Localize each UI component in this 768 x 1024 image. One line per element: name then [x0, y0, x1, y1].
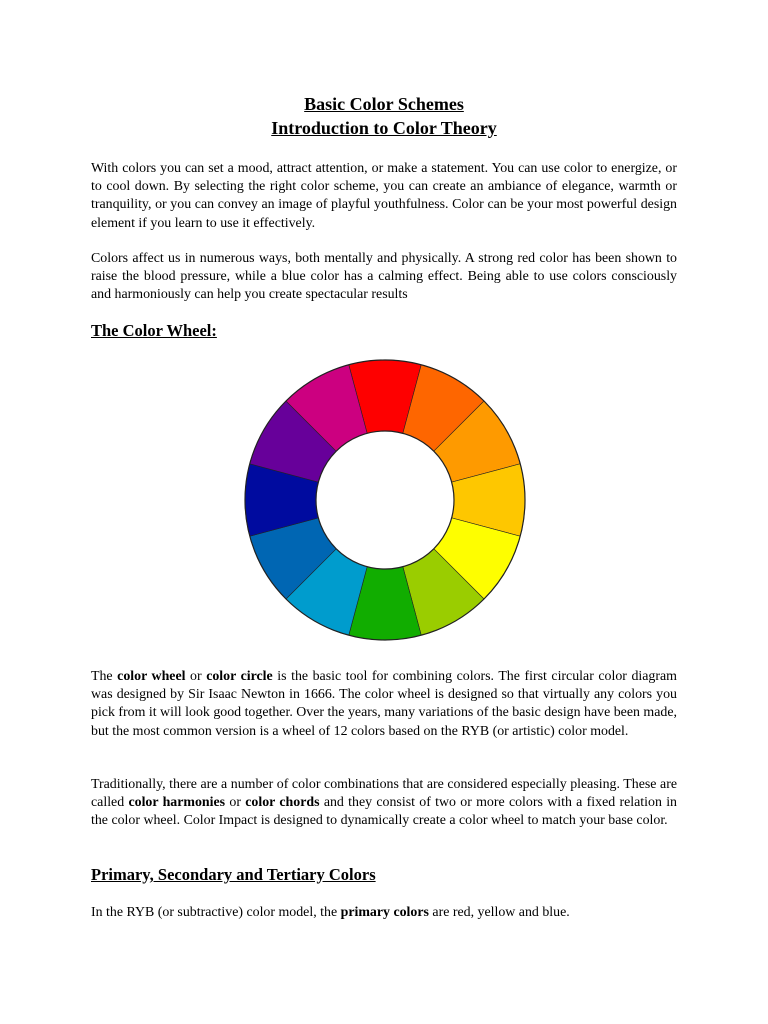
p3-text-1: The [91, 669, 118, 684]
p4-bold-color-chords: color chords [245, 795, 320, 811]
p3-text-2: or [185, 669, 207, 684]
color-wheel-center-hole [316, 431, 454, 569]
primary-colors-paragraph [91, 904, 677, 922]
p5-bold-primary-colors: primary colors [340, 905, 429, 920]
p3-bold-color-wheel: color wheel [117, 669, 186, 684]
document-title-line-1: Basic Color Schemes [304, 94, 464, 114]
p5-text-2: are red, yellow and blue. [428, 905, 570, 920]
p4-text-2: or [225, 795, 246, 811]
p5-text-1: In the RYB (or subtractive) color model, the [91, 905, 341, 920]
color-harmonies-paragraph [91, 776, 677, 831]
p3-text-3: is the basic tool for combining colors. The first circular color diagram was designed by Sir Isaac Newton in 1666. The color wheel is designed so that virtually any colors you pick from it will look good together. Over the years, many variations of the basic design have been made, but the most common version is a wheel of 12 colors based on the RYB (or artistic) color model. [91, 669, 677, 739]
intro-paragraph-2: Colors affect us in numerous ways, both mentally and physically. A strong red color has been shown to raise the blood pressure, while a blue color has a calming effect. Being able to use colors consciously and harmoniously can help you create spectacular results [91, 251, 677, 303]
p3-bold-color-circle: color circle [206, 669, 273, 684]
intro-paragraph-1: With colors you can set a mood, attract attention, or make a statement. You can use color to energize, or to cool down. By selecting the right color scheme, you can create an ambiance of elegance, warmth or tranquility, or you can convey an image of playful youthfulness. Color can be your most powerful design element if you learn to use it effectively. [91, 161, 677, 231]
p4-text-1: Traditionally, there are a number of color combinations that are considered especially pleasing. These are called [91, 777, 677, 811]
color-wheel-figure [243, 358, 527, 642]
color-wheel-paragraph [91, 668, 677, 741]
color-wheel [243, 358, 527, 642]
document-title-line-2: Introduction to Color Theory [271, 118, 497, 138]
section-heading-color-wheel: The Color Wheel: [91, 321, 217, 340]
section-heading-primary-secondary-tertiary: Primary, Secondary and Tertiary Colors [91, 865, 376, 884]
p4-bold-color-harmonies: color harmonies [128, 795, 226, 811]
p4-text-3: and they consist of two or more colors with a fixed relation in the color wheel. Color Impact is designed to dynamically create a color wheel to match your base color. [91, 795, 677, 829]
